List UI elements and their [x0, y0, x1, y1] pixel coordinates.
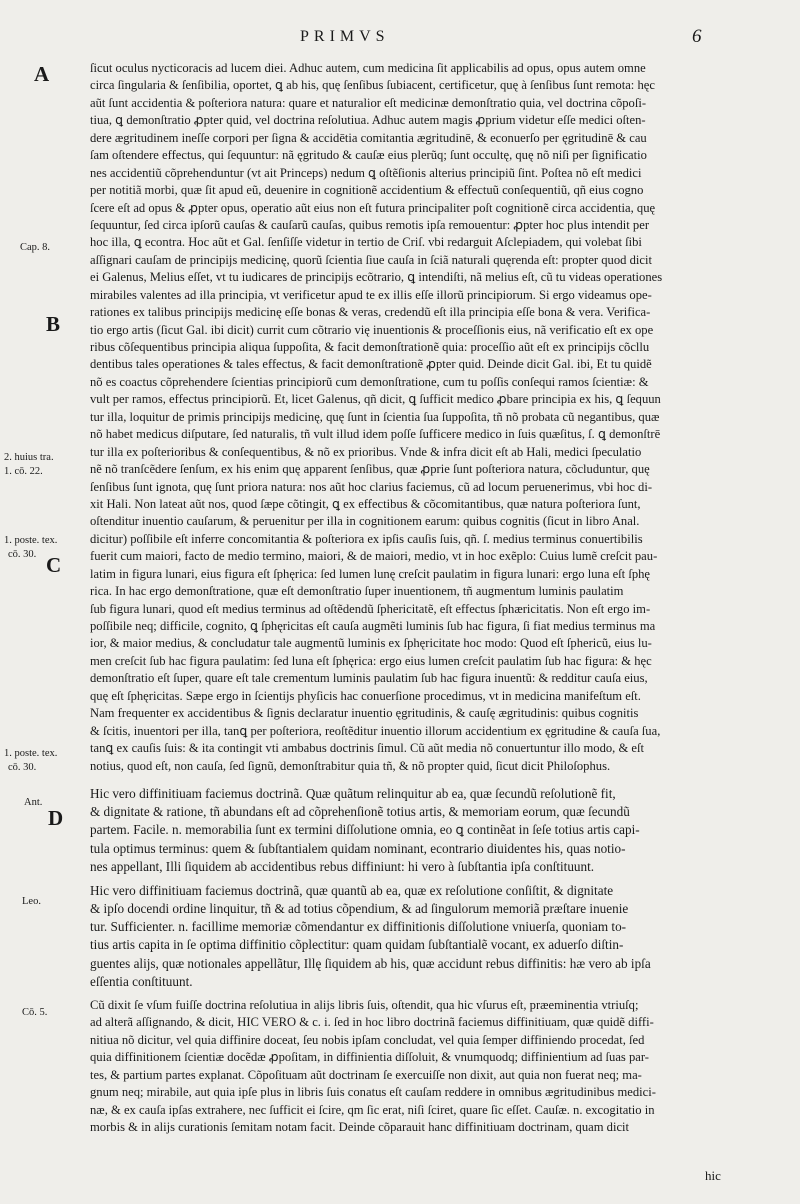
text-line: aſſignari cauſam de principijs medicinę, quorũ ſcientia ſiue cauſa in ſciã naturali quęrenda eſt: propter quod dicit: [90, 252, 652, 267]
text-line: aũt ſunt accidentia & poſteriora natura: quare et naturalior eſt medicinæ demonſtratio quia, vel doctrina cõpoſi-: [90, 95, 647, 110]
margin-note-commentary: Cō. 5.: [22, 1007, 48, 1018]
text-line: ribus cõſequentibus principia aliqua ſuppoſita, & facit demonſtrationẽ quia: proceſſio aũt eſt ex principijs cõcllu: [90, 340, 650, 354]
text-line: nẽ nõ tranſcẽdere ſenſum, ex his enim quę apparent ſenſibus, quæ ꝓprie ſunt poſteriora natura, cõcluduntur, quę: [90, 462, 650, 477]
text-line: eſſentia conſtituunt.: [90, 973, 193, 989]
margin-note-ref: cō. 30.: [8, 762, 37, 773]
text-line: Nam frequenter ex accidentibus & ſignis declaratur inuentio ęgritudinis, & cauſę ægritudinis: quibus cognitis: [90, 706, 639, 721]
text-line: dere ægritudinem ineſſe corpori per ſigna & accidētia comitantia ægritudinē, & econuerſo per ęgritudinē & cau: [90, 130, 647, 145]
text-line: tur. Sufficienter. n. facillime memoriæ cõmendantur ex diffinitionis diſſolutione vniuerſa, quoniam to-: [90, 919, 627, 935]
text-line: ad alterã aſſignando, & dicit, HIC VERO & c. i. ſed in hoc libro doctrinã faciemus diffinitiuam, quæ quidẽ diffi-: [90, 1015, 654, 1030]
text-line: partem. Facile. n. memorabilia ſunt ex termini diſſolutione omnia, eo ꝗ continẽat in ſeſe totius artis capi-: [90, 822, 640, 838]
text-line: tula optimus terminus: quem & ſubſtantialem quidam nominant, econtrario diuidentes his, quas notio-: [90, 840, 626, 856]
text-line: nõ es coactus cõprehendere ſcientias principiorũ cum demonſtratione, cum tu poſſis conſequi ramos ſcientiæ: &: [90, 374, 649, 389]
text-line: rationes ex talibus principijs medicinę eſſe bonas & veras, credendũ eſt illa principia eſſe bona & vera. Verifica-: [90, 305, 651, 320]
text-line: tiua, ꝗ demonſtratio ꝓpter quid, vel doctrina reſolutiua. Adhuc autem magis ꝓprium videtur eſſe medici oſten-: [90, 113, 646, 128]
text-line: dicitur) poſſibile eſt inferre concomitantia & poſteriora ex ipſis cauſis ſuis, qñ. ſ. medius terminus conuertibilis: [90, 531, 643, 546]
text-line: gnum neq; mirabile, aut quia ipſe plus in libris ſuis conatus eſt cauſam reddere in omnibus ægritudinibus medici-: [90, 1085, 656, 1100]
margin-note-ref: cō. 30.: [8, 549, 37, 560]
text-line: & ipſo docendi ordine linquitur, tñ & ad totius cõpendium, & ad ſingulorum memoriã præſtare inuenie: [90, 901, 629, 917]
text-line: rica. In hac ergo demonſtratione, quæ eſt demonſtratio ſuper inuentionem, tñ augmentum luminis paulatim: [90, 584, 624, 599]
text-line: demonſtratio eſt ſuper, quare eſt tale crementum luminis paulatim ſub hac figura inuentũ: & redditur cauſa eius,: [90, 671, 648, 686]
text-line: nes accidentiũ cõprehenduntur (vt ait Princeps) nedum ꝗ oſtẽſionis alterius principiũ ſint. Poſtea nõ eſt medici: [90, 165, 642, 180]
text-line: tio ergo artis (ſicut Gal. ibi dicit) currit cum cõtrario vię inuentionis & proceſſionis eius, nã verificatio eſt ex ope: [90, 322, 654, 337]
section-letter-b: B: [46, 312, 61, 336]
text-line: vult per ramos, effectus principiorũ. Et, licet Galenus, qñ dicit, ꝗ ſufficit medico ꝓbare principia ex his, ꝗ ſequun: [90, 392, 661, 407]
text-line: men creſcit ſub hac figura paulatim: ſed luna eſt ſphęrica: ergo eius lumen creſcit paulatim ſub hac figura: & hęc: [90, 653, 652, 668]
text-line: Hic vero diffinitiuam faciemus doctrinã. Quæ quãtum relinquitur ab ea, quæ ſecundũ reſolutionẽ fit,: [90, 785, 616, 801]
commentary-paragraph-1: [90, 60, 740, 775]
margin-note-ref: 1. poste. tex.: [4, 535, 58, 546]
text-line: tanꝗ ex cauſis ſuis: & ita contingit vti ambabus doctrinis ſimul. Cũ aũt media nõ conuertuntur illo modo, & eſt: [90, 741, 644, 756]
text-line: tes, & partium partes explanat. Cõpoſituam aũt doctrinam ſe exercuiſſe non dixit, aut quia non fuerat neq; ma-: [90, 1067, 642, 1082]
text-line: nes appellant, Illi ſiquidem ab accidentibus rebus diffiniunt: hi vero à ſubſtantia ipſa conſtituunt.: [90, 858, 595, 874]
text-line: per notitiã morbi, quæ ſit apud eũ, deuenire in cognitionẽ accidentium & effectuũ conſequentiũ, qñ eius cogno: [90, 183, 644, 198]
text-line: mirabiles valentes ad illa principia, vt verificetur apud te ex illis eſſe illorũ principiorum. Si ergo videamus ope-: [90, 287, 652, 302]
translation-leoniceno: [90, 882, 740, 991]
text-line: morbis & in alijs curationis ſemitam notam facit. Deinde cõparauit hanc diffinitiuam doctrinam, quam dicit: [90, 1120, 630, 1135]
text-line: ſicut oculus nycticoracis ad lucem diei. Adhuc autem, cum medicina ſit applicabilis ad opus, opus autem omne: [90, 61, 646, 75]
text-line: poſſibile neq; difficile, cognito, ꝗ ſphęricitas eſt cauſa augmẽti luminis ſub hac figura, ſi fiat medius terminus ma: [90, 619, 656, 633]
text-line: tur illa, loquitur de primis principijs medicinę, quę ſunt in ſcientia ſua ſuppoſita, tñ nõ probata cũ negantibus, quæ: [90, 409, 660, 424]
margin-note-cap: Cap. 8.: [20, 242, 51, 253]
text-line: Hic vero diffinitiuam faciemus doctrinã, quæ quantũ ab ea, quæ ex reſolutione conſiſtit, & dignitate: [90, 882, 614, 898]
section-letter-d: D: [48, 806, 64, 830]
text-line: & dignitate & ratione, tñ abundans eſt ad cõprehenſionẽ totius artis, & memoriam eorum, quæ ſecundũ: [90, 804, 630, 820]
running-head: [0, 28, 800, 54]
text-line: ſenſibus ſunt ignota, quę ſunt priora natura: nos aũt hoc clarius faciemus, cũ ad locum peruenerimus, vbi hoc di-: [90, 479, 653, 494]
section-letter-a: A: [34, 62, 50, 86]
text-line: & ſcitis, inuentori per illa, tanꝗ per poſteriora, reoſtẽditur inuentio illorum accidentium ex ęgritudine & cauſa ſua,: [90, 723, 661, 738]
margin-note-ant: Ant.: [24, 797, 43, 808]
text-line: quia diffinitionem ſcientiæ docẽdæ ꝓpoſitam, in diffinientia diſſoluit, & vnumquodq; diffinientium ad ſuas par-: [90, 1050, 650, 1065]
margin-note-ref: 1. cō. 22.: [4, 466, 43, 477]
text-line: ei Galenus, Melius eſſet, vt tu iudicares de principijs ecõtrario, ꝗ intendiſti, nã melius eſt, cũ tu videas operationes: [90, 270, 663, 285]
text-line: nõ habet medicus diſputare, ſed naturalis, tñ vult illud idem poſſe ſufficere medico in ſuis quæſitus, ſ. ꝗ demonſtrē: [90, 427, 661, 442]
text-line: xit Hali. Non lateat aũt nos, quod ſæpe cõtingit, ꝗ ex effectibus & cõcomitantibus, quæ natura poſteriora ſunt,: [90, 496, 641, 511]
text-line: nitiua nõ dicitur, vel quia diffinire doceat, ſeu nobis ipſam concludat, vel quia ſemper diffiniendo procedat, ſed: [90, 1032, 645, 1047]
margin-note-leo: Leo.: [22, 896, 41, 907]
text-line: quę eſt ſphęricitas. Sæpe ergo in ſcientijs phyſicis hac conuerſione procedimus, vt in medicina manifeſtum eſt.: [90, 688, 641, 703]
margin-note-ref: 1. poste. tex.: [4, 748, 58, 759]
catchword: hic: [705, 1168, 721, 1183]
running-title: PRIMVS: [300, 28, 390, 45]
text-line: ſequuntur, ſed circa ipſorũ cauſas & cauſarũ cauſas, quibus remotis ipſa remouentur: ꝓpter hoc plus intendit per: [90, 217, 650, 232]
text-line: næ, & ex cauſa ipſas extrahere, nec ſufficit ei ſcire, qm ſic erat, niſi ſciret, quare ſic eſſet. Cauſæ. n. excogitatio in: [90, 1102, 655, 1117]
translation-antiqua: [90, 785, 740, 876]
commentary-5: [90, 997, 740, 1137]
text-block: [90, 60, 740, 1137]
section-letter-c: C: [46, 553, 62, 577]
text-line: tius artis capita in ſe optima diffinitio cõplectitur: quam quidam ſubſtantialẽ vocant, ex aduerſo diſtin-: [90, 937, 624, 953]
text-line: guentes alijs, quæ notionales appellãtur, Illę ſiquidem ab his, quæ accidunt rebus diffinitis: hæ vero ab ipſa: [90, 955, 651, 971]
text-line: Cũ dixit ſe vſum fuiſſe doctrina reſolutiua in alijs libris ſuis, oſtendit, qua hic vſurus eſt, præeminentia vtriuſq;: [90, 998, 639, 1012]
text-line: ſam oſtendere effectus, qui ſequuntur: nã ęgritudo & cauſæ eius plerũq; ſunt occultę, quę nõ niſi per ſignificatio: [90, 148, 647, 163]
text-line: ſub figura lunari, quod eſt medius terminus ad oſtẽdendũ ſphericitatẽ, eſt effectus ſphæricitatis. Non eſt ergo im-: [90, 601, 651, 616]
text-line: ſcere eſt ad opus & ꝓpter opus, operatio aũt eius non eſt futura principaliter poſt cognitionẽ circa accidentia, quę: [90, 200, 656, 215]
text-line: notius, quod eſt, non cauſa, ſed ſignũ, demonſtrabitur quia tñ, & nõ propter quid, ſicut dicit Philoſophus.: [90, 758, 611, 773]
text-line: tur illa ex poſterioribus & conſequentibus, & nõ ex prioribus. Vnde & infra dicit eſt ab Hali, medici ſpeculatio: [90, 444, 642, 459]
margin-note-ref: 2. huius tra.: [4, 452, 54, 463]
text-line: fuerit cum maiori, facto de medio termino, maiori, & de maiori, medio, vt in hoc exẽplo: Cuius lumẽ creſcit pau-: [90, 549, 658, 564]
text-line: latim in figura lunari, eius figura eſt ſphęrica: ſed lumen lunę creſcit paulatim in figura lunari: ergo luna eſt ſphę: [90, 566, 651, 581]
text-line: dentibus tales operationes & tales effectus, & facit demonſtrationẽ ꝓpter quid. Deinde dicit Gal. ibi, Et tu quidẽ: [90, 357, 652, 372]
page-number: 6: [692, 26, 702, 47]
text-line: oſtenditur inuentio cauſarum, & peruenitur per illa in cognitionem earum: quibus cognitis (ſicut in libro Anal.: [90, 514, 640, 529]
text-line: ior, & maior medius, & concludatur tale augmentũ luminis ex ſphęricitate hoc modo: Quod eſt ſphericũ, eius lu-: [90, 636, 652, 651]
text-line: hoc illa, ꝗ econtra. Hoc aũt et Gal. ſenſiſſe videtur in tertio de Criſ. vbi redarguit Aſclepiadem, qui volebat ſibi: [90, 235, 642, 250]
text-line: circa ſingularia & ſenſibilia, oportet, ꝗ ab his, quę ſenſibus ſubiacent, certificetur, quę à ſenſibus ſunt remota: hęc: [90, 78, 655, 93]
